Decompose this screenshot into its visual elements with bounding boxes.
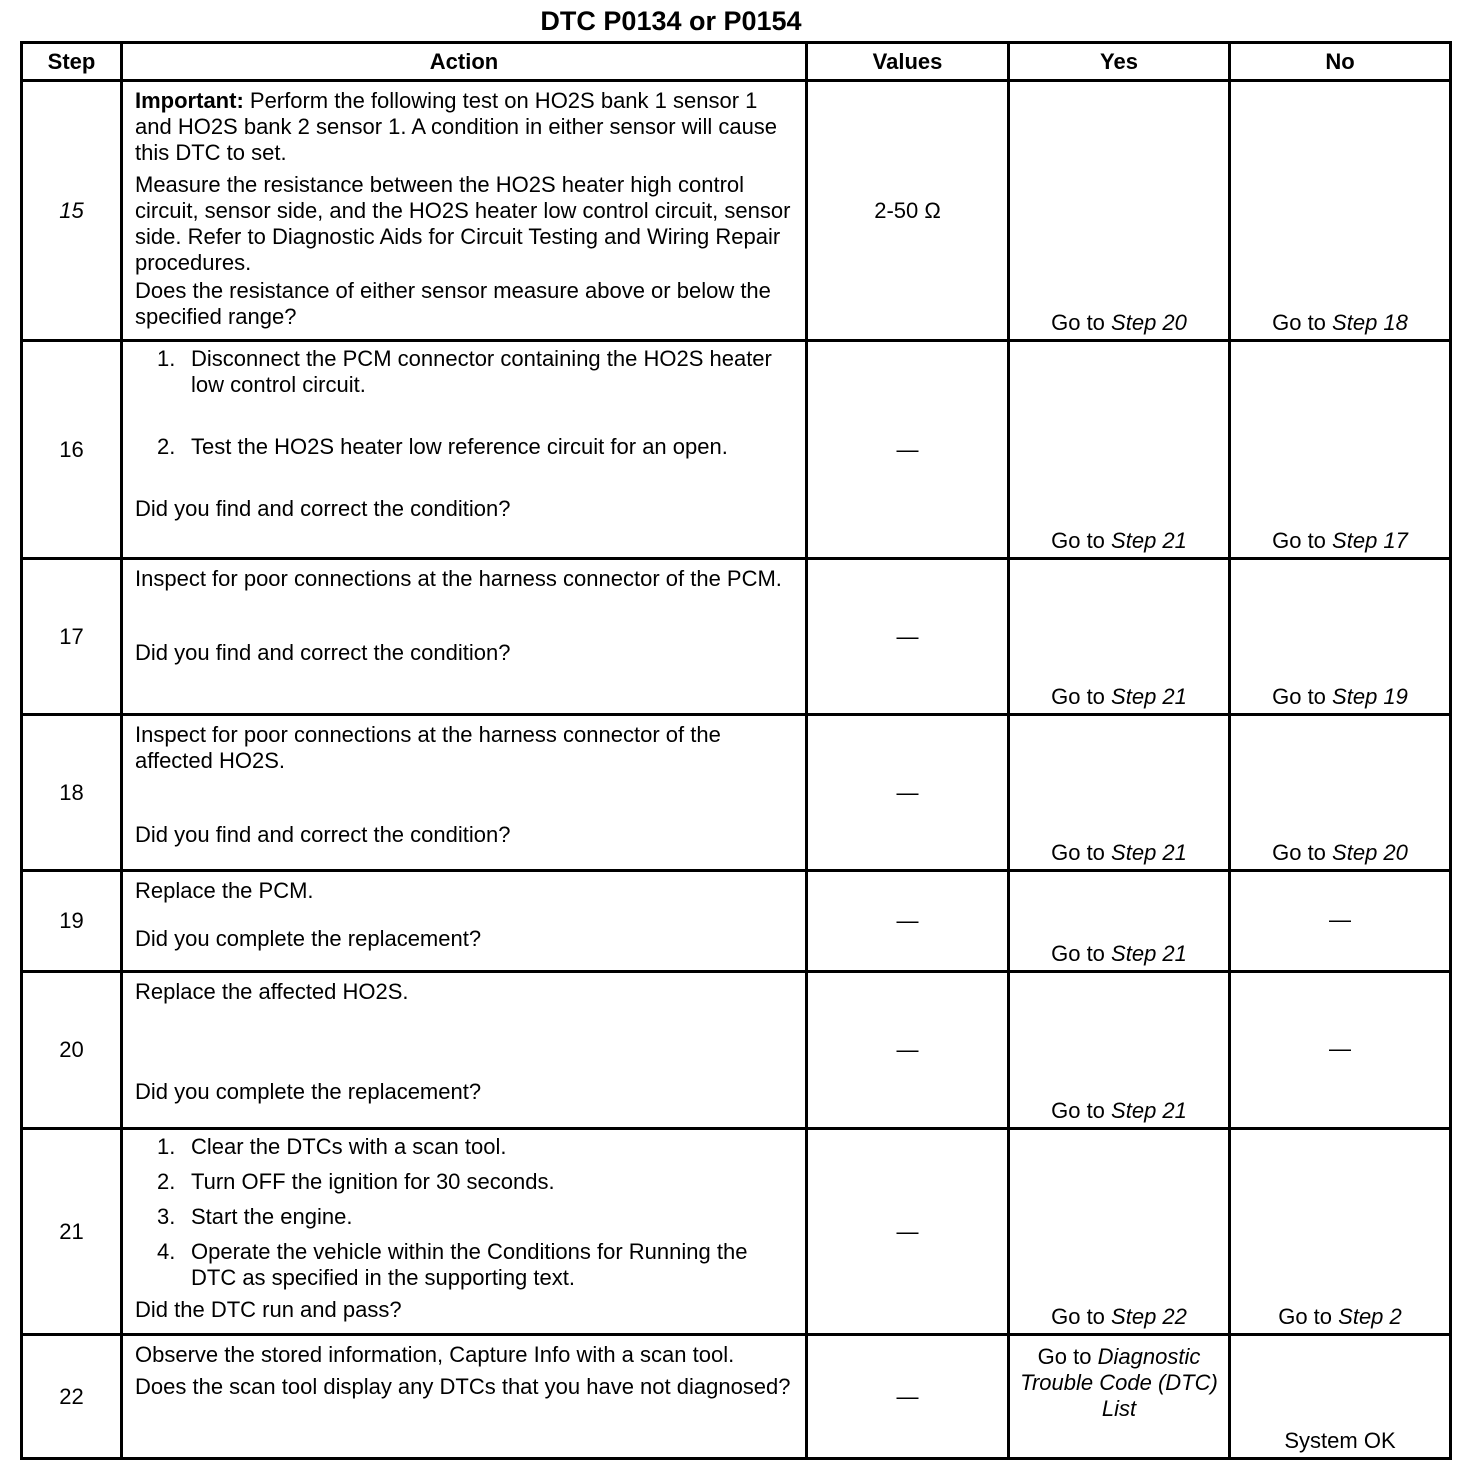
list-item (157, 346, 795, 398)
yes-prefix: Go to (1051, 684, 1105, 709)
no-cell[interactable] (1230, 559, 1451, 715)
header-row (22, 43, 1451, 81)
no-step-link[interactable]: Step 17 (1332, 528, 1408, 553)
step-number: 16 (22, 341, 122, 559)
action-text: Replace the PCM. (135, 878, 314, 903)
table-row-step-16 (22, 341, 1451, 559)
yes-step-link[interactable]: Step 21 (1111, 684, 1187, 709)
list-item (157, 1134, 795, 1160)
question-text: Did you find and correct the condition? (135, 640, 511, 665)
no-step-link[interactable]: Step 19 (1332, 684, 1408, 709)
procedure-list (135, 1134, 795, 1291)
question-text: Does the resistance of either sensor measure above or below the specified range? (135, 278, 771, 329)
question-text: Did you complete the replacement? (135, 926, 482, 951)
no-prefix: Go to (1278, 1304, 1333, 1329)
step-number: 20 (22, 972, 122, 1129)
question-text: Did you complete the replacement? (135, 1079, 482, 1104)
important-label: Important: (135, 88, 244, 113)
important-note (135, 88, 795, 166)
no-cell[interactable] (1230, 81, 1451, 341)
yes-cell[interactable] (1009, 559, 1230, 715)
page-title: DTC P0134 or P0154 (540, 6, 802, 36)
important-text: Perform the following test on HO2S bank 1 sensor 1 and HO2S bank 2 sensor 1. A condition in either sensor will cause this DTC to set. (135, 88, 778, 165)
table-row-step-18 (22, 715, 1451, 871)
yes-prefix: Go to (1051, 1098, 1105, 1123)
step-number: 15 (22, 81, 122, 341)
action-text: Measure the resistance between the HO2S heater high control circuit, sensor side, and the HO2S heater low control circuit, sensor side. Refer to Diagnostic Aids for Circuit Testing and Wiring Repair procedures. (135, 172, 791, 275)
list-item-number: 1. (157, 346, 176, 371)
no-prefix: Go to (1272, 684, 1326, 709)
header-action: Action (122, 43, 807, 81)
yes-step-link[interactable]: Step 21 (1111, 941, 1187, 966)
table-row-step-19 (22, 871, 1451, 972)
list-item-number: 2. (157, 1169, 176, 1194)
yes-step-link[interactable]: Step 20 (1111, 310, 1187, 335)
list-item (157, 434, 795, 460)
yes-prefix: Go to (1051, 528, 1105, 553)
action-cell (122, 1335, 807, 1459)
list-item-number: 4. (157, 1239, 176, 1264)
no-cell[interactable] (1230, 1129, 1451, 1335)
question-text: Did the DTC run and pass? (135, 1297, 402, 1322)
step-number: 19 (22, 871, 122, 972)
list-item-text: Disconnect the PCM connector containing the HO2S heater low control circuit. (191, 346, 772, 397)
yes-prefix: Go to (1051, 310, 1105, 335)
list-item-text: Operate the vehicle within the Conditions for Running the DTC as specified in the supporting text. (191, 1239, 748, 1290)
step-number: 18 (22, 715, 122, 871)
question-text: Did you find and correct the condition? (135, 822, 511, 847)
action-text: Inspect for poor connections at the harness connector of the affected HO2S. (135, 722, 721, 773)
action-cell (122, 559, 807, 715)
header-yes: Yes (1009, 43, 1230, 81)
yes-step-link[interactable]: Step 21 (1111, 840, 1187, 865)
value-cell: — (807, 972, 1009, 1129)
action-cell (122, 1129, 807, 1335)
no-prefix: Go to (1272, 528, 1326, 553)
yes-prefix: Go to (1051, 1304, 1105, 1329)
header-no: No (1230, 43, 1451, 81)
question-text: Did you find and correct the condition? (135, 496, 511, 521)
list-item-number: 2. (157, 434, 176, 459)
no-cell: System OK (1230, 1335, 1451, 1459)
no-step-link[interactable]: Step 20 (1332, 840, 1408, 865)
yes-cell[interactable] (1009, 1335, 1230, 1459)
yes-prefix: Go to (1051, 941, 1105, 966)
value-cell: — (807, 341, 1009, 559)
table-row-step-22 (22, 1335, 1451, 1459)
table-row-step-21 (22, 1129, 1451, 1335)
step-number: 22 (22, 1335, 122, 1459)
step-number: 17 (22, 559, 122, 715)
yes-step-link[interactable]: Step 21 (1111, 528, 1187, 553)
list-item (157, 1204, 795, 1230)
header-values: Values (807, 43, 1009, 81)
value-cell: — (807, 871, 1009, 972)
yes-step-link[interactable]: Step 22 (1111, 1304, 1187, 1329)
list-item (157, 1169, 795, 1195)
table-row-step-17 (22, 559, 1451, 715)
no-cell[interactable] (1230, 341, 1451, 559)
no-cell: — (1230, 871, 1451, 972)
action-cell (122, 715, 807, 871)
yes-prefix: Go to (1037, 1344, 1092, 1369)
question-text: Does the scan tool display any DTCs that you have not diagnosed? (135, 1374, 791, 1399)
no-prefix: Go to (1272, 840, 1326, 865)
action-cell (122, 972, 807, 1129)
no-prefix: Go to (1272, 310, 1326, 335)
list-item-text: Test the HO2S heater low reference circuit for an open. (191, 434, 728, 459)
no-step-link[interactable]: Step 2 (1338, 1304, 1402, 1329)
yes-step-link[interactable]: Step 21 (1111, 1098, 1187, 1123)
table-row-step-20 (22, 972, 1451, 1129)
action-text: Observe the stored information, Capture Info with a scan tool. (135, 1342, 735, 1367)
yes-cell[interactable] (1009, 81, 1230, 341)
no-cell: — (1230, 972, 1451, 1129)
list-item-number: 3. (157, 1204, 176, 1229)
table-row-step-15 (22, 81, 1451, 341)
list-item (157, 1239, 795, 1291)
yes-prefix: Go to (1051, 840, 1105, 865)
procedure-list (135, 346, 795, 460)
no-step-link[interactable]: Step 18 (1332, 310, 1408, 335)
yes-cell[interactable] (1009, 972, 1230, 1129)
value-cell: — (807, 1335, 1009, 1459)
yes-cell[interactable] (1009, 341, 1230, 559)
yes-cell[interactable] (1009, 1129, 1230, 1335)
action-cell (122, 871, 807, 972)
value-cell: 2-50 Ω (807, 81, 1009, 341)
action-text: Replace the affected HO2S. (135, 979, 409, 1004)
step-number: 21 (22, 1129, 122, 1335)
value-cell: — (807, 715, 1009, 871)
action-cell (122, 81, 807, 341)
yes-cell[interactable] (1009, 871, 1230, 972)
list-item-number: 1. (157, 1134, 176, 1159)
value-cell: — (807, 1129, 1009, 1335)
header-step: Step (22, 43, 122, 81)
yes-cell[interactable] (1009, 715, 1230, 871)
yes-dtc-list-link[interactable]: Diagnostic Trouble Code (DTC) List (1020, 1344, 1218, 1421)
list-item-text: Start the engine. (191, 1204, 353, 1229)
diagnostic-table (20, 41, 1452, 1460)
list-item-text: Turn OFF the ignition for 30 seconds. (191, 1169, 555, 1194)
value-cell: — (807, 559, 1009, 715)
no-cell[interactable] (1230, 715, 1451, 871)
action-cell (122, 341, 807, 559)
list-item-text: Clear the DTCs with a scan tool. (191, 1134, 507, 1159)
action-text: Inspect for poor connections at the harness connector of the PCM. (135, 566, 782, 591)
